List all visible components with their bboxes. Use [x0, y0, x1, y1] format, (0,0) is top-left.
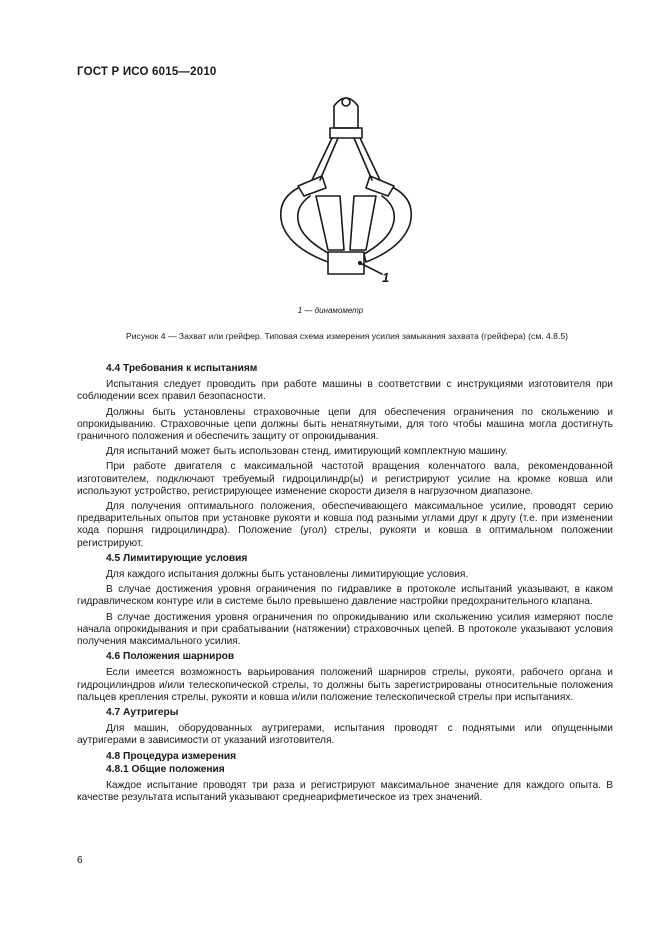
paragraph: Для получения оптимального положения, обеспечивающего максимальное усилие, проводят серию предварительных опытов при установке рукояти и ковша под разными углами друг к другу (т.е. при изменении хода поршня гидроцилиндра). Положение (угол) стрелы, рукояти и ковша в оптимальном положении регистрируют.: [77, 501, 613, 549]
section-title: 4.4 Требования к испытаниям: [106, 363, 258, 374]
figure-legend: 1 — динамометр: [297, 306, 364, 315]
page-number: 6: [77, 855, 83, 866]
section-title: 4.6 Положения шарниров: [106, 651, 235, 663]
section-title: 4.8 Процедура измерения: [106, 750, 237, 762]
lug-hole: [342, 98, 350, 106]
paragraph: Каждое испытание проводят три раза и регистрируют максимальное значение для каждого опыта. В качестве результата испытаний указывают среднеарифметическое из трех значений.: [77, 780, 613, 804]
paragraph: Для каждого испытания должны быть установлены лимитирующие условия.: [106, 569, 469, 581]
section-title: 4.5 Лимитирующие условия: [106, 552, 248, 564]
paragraph: Если имеется возможность варьирования положений шарниров стрелы, рукояти, рабочего органа и гидроцилиндров и/или телескопической стрелы, то должны быть зарегистрированы относительные положения пальцев крепления стрелы, рукояти и ковша и/или положение телескопической стрелы при испытаниях.: [77, 667, 613, 703]
paragraph: Для испытаний может быть использован стенд, имитирующий комплектную машину.: [106, 446, 508, 458]
figure-caption: Рисунок 4 — Захват или грейфер. Типовая схема измерения усилия замыкания захвата (грейфера) (см. 4.8.5): [125, 331, 568, 341]
left-inner-arm: [316, 196, 344, 250]
head-block: [330, 128, 362, 138]
section-title: 4.7 Аутригеры: [106, 707, 179, 719]
paragraph: Испытания следует проводить при работе машины в соответствии с инструкциями изготовителя при соблюдении всех правил безопасности.: [77, 379, 613, 403]
right-inner-arm: [350, 196, 376, 250]
callout-label: 1: [382, 270, 390, 285]
paragraph: Для машин, оборудованных аутригерами, испытания проводят с поднятыми или опущенными аутригерами в зависимости от указаний изготовителя.: [77, 723, 613, 747]
paragraph: Должны быть установлены страховочные цепи для обеспечения ограничения по скольжению и опрокидыванию. Страховочные цепи должны быть ненатянутыми, для того чтобы машина могла достигнуть граничного положения и обеспечить защиту от опрокидывания.: [77, 406, 613, 443]
grab-diagram: [270, 88, 430, 288]
paragraph: В случае достижения уровня ограничения по гидравлике в протоколе испытаний указывают, в каком гидравлическом контуре или в системе было превышено давление настройки предохранительного клапана.: [77, 584, 613, 608]
lifting-lug: [334, 98, 358, 128]
paragraph: При работе двигателя с максимальной частотой вращения коленчатого вала, рекомендованной изготовителем, подключают требуемый гидроцилиндр(ы) и регистрируют усилие на кромке ковша или используют устройство, регистрирующее изменение скорости дизеля в нагрузочном диапазоне.: [77, 461, 613, 497]
document-header: ГОСТ Р ИСО 6015—2010: [77, 66, 217, 78]
document-body: [77, 363, 613, 808]
paragraph: В случае достижения уровня ограничения по опрокидыванию или скольжению усилия измеряют после начала опрокидывания и при срабатывании (натяжении) страховочных цепей. В протоколе указывают условия получения максимального усилия.: [77, 611, 613, 648]
section-title: 4.8.1 Общие положения: [106, 763, 225, 775]
